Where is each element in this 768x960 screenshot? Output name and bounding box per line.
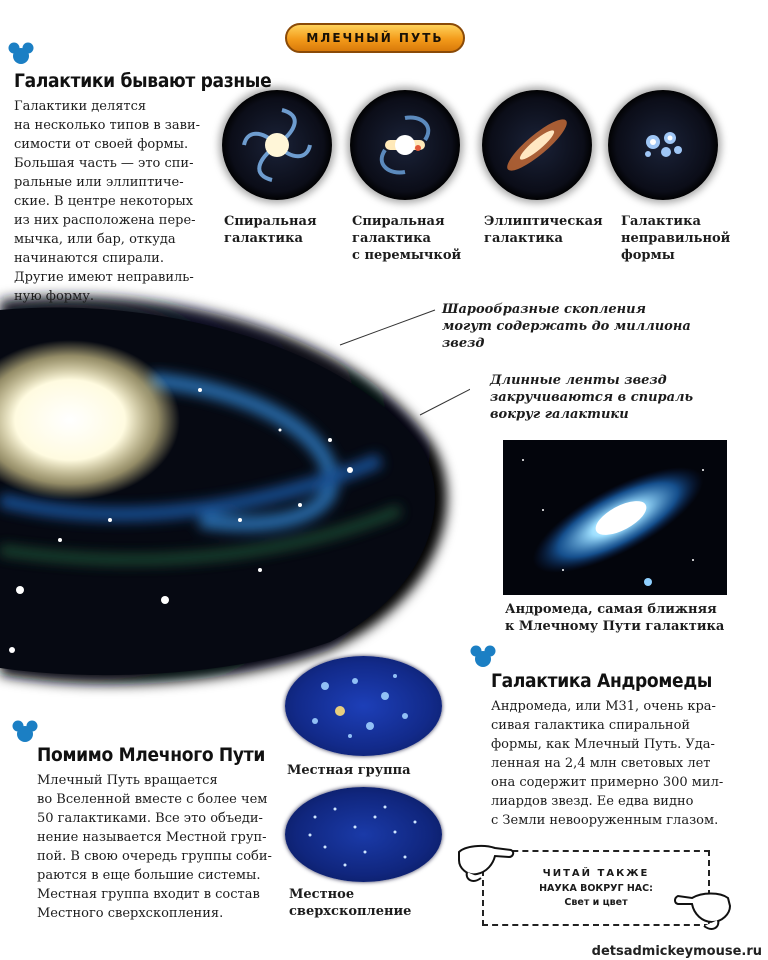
text-line: Андромеда, или М31, очень кра- (491, 699, 716, 714)
glove-hand-icon (455, 842, 515, 886)
section2-text (491, 697, 741, 830)
caption-line: галактика (224, 231, 303, 246)
text-line: пой. В свою очередь группы соби- (37, 849, 272, 864)
caption-line: сверхскопление (289, 904, 412, 919)
caption-line: галактика (352, 231, 431, 246)
section1-heading: Галактики бывают разные (14, 70, 272, 92)
galaxy-type-caption (352, 213, 461, 264)
text-line: ленная на 2,4 млн световых лет (491, 756, 711, 771)
local-supercluster-map (285, 787, 442, 882)
mickey-ears-icon (8, 42, 34, 64)
text-line: Местная группа входит в состав (37, 887, 260, 902)
text-line: ские. В центре некоторых (14, 194, 194, 209)
read-also-title: НАУКА ВОКРУГ НАС: (539, 883, 653, 894)
text-line: симости от своей формы. (14, 137, 189, 152)
text-line: во Вселенной вместе с более чем (37, 792, 268, 807)
caption-line: неправильной (621, 231, 731, 246)
caption-line: галактика (484, 231, 563, 246)
barred-spiral-galaxy-image (350, 90, 460, 200)
annotation-line: звезд (442, 336, 485, 351)
text-line: Другие имеют неправиль- (14, 270, 194, 285)
text-line: 50 галактиками. Все это объеди- (37, 811, 263, 826)
mickey-ears-icon (12, 720, 38, 742)
text-line: она содержит примерно 300 мил- (491, 775, 724, 790)
text-line: ральные или эллиптиче- (14, 175, 184, 190)
glove-hand-icon (672, 886, 732, 932)
galaxy-type-caption (224, 213, 317, 247)
text-line: мычка, или бар, откуда (14, 232, 176, 247)
caption-line: Спиральная (224, 214, 317, 229)
annotation-line: закручиваются в спираль (490, 390, 694, 405)
caption-line: Спиральная (352, 214, 445, 229)
caption-line: Местное (289, 887, 355, 902)
annotation-line: могут содержать до миллиона (442, 319, 691, 334)
text-line: Большая часть — это спи- (14, 156, 194, 171)
text-line: Местного сверхскопления. (37, 906, 224, 921)
annotation-line: вокруг галактики (490, 407, 629, 422)
annotation-globular-clusters (442, 301, 691, 352)
footer-url[interactable]: detsadmickeymouse.ru (591, 944, 762, 959)
caption-line: Андромеда, самая ближняя (505, 602, 717, 617)
text-line: с Земли невооруженным глазом. (491, 813, 719, 828)
text-line: на несколько типов в зави- (14, 118, 201, 133)
text-line: лиардов звезд. Ее едва видно (491, 794, 694, 809)
andromeda-caption (505, 601, 724, 635)
header-title: МЛЕЧНЫЙ ПУТЬ (306, 31, 444, 45)
text-line: начинаются спирали. (14, 251, 164, 266)
caption-line: к Млечному Пути галактика (505, 619, 725, 634)
section1-text (14, 97, 224, 306)
text-line: Млечный Путь вращается (37, 773, 218, 788)
annotation-line: Длинные ленты звезд (490, 373, 667, 388)
local-group-map (285, 656, 442, 756)
text-line: формы, как Млечный Путь. Уда- (491, 737, 715, 752)
text-line: ную форму. (14, 289, 94, 304)
text-line: из них расположена пере- (14, 213, 196, 228)
andromeda-photo (503, 440, 727, 595)
supercluster-caption (289, 886, 411, 920)
text-line: раются в еще большие системы. (37, 868, 261, 883)
caption-line: Эллиптическая (484, 214, 603, 229)
milky-way-illustration (0, 270, 470, 700)
local-group-caption: Местная группа (287, 763, 411, 778)
text-line: Галактики делятся (14, 99, 147, 114)
text-line: нение называется Местной груп- (37, 830, 267, 845)
read-also-label: ЧИТАЙ ТАКЖЕ (542, 868, 650, 879)
mickey-ears-icon (470, 645, 496, 667)
section2-heading: Галактика Андромеды (491, 670, 713, 692)
section3-text (37, 771, 287, 923)
irregular-galaxy-image (608, 90, 718, 200)
elliptical-galaxy-image (482, 90, 592, 200)
spiral-galaxy-image (222, 90, 332, 200)
caption-line: формы (621, 248, 675, 263)
galaxy-type-caption (484, 213, 603, 247)
caption-line: Галактика (621, 214, 701, 229)
section3-heading: Помимо Млечного Пути (37, 744, 266, 766)
section-header-pill (285, 23, 465, 53)
text-line: сивая галактика спиральной (491, 718, 691, 733)
read-also-subtitle: Свет и цвет (564, 897, 628, 908)
annotation-line: Шарообразные скопления (442, 302, 646, 317)
annotation-star-streams (490, 372, 693, 423)
galaxy-type-caption (621, 213, 730, 264)
caption-line: с перемычкой (352, 248, 462, 263)
